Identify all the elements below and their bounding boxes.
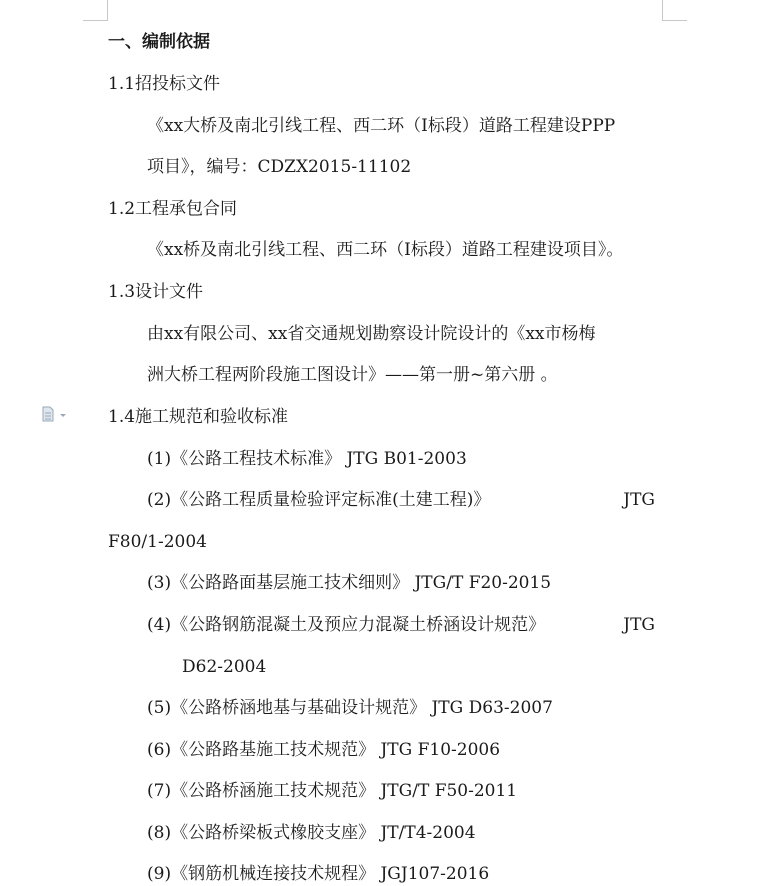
- standard-item: (5)《公路桥涵地基与基础设计规范》 JTG D63-2007: [147, 698, 553, 718]
- standard-item: (6)《公路路基施工技术规范》 JTG F10-2006: [147, 740, 501, 760]
- paragraph-line: 《xx大桥及南北引线工程、西二环（Ⅰ标段）道路工程建设PPP: [147, 116, 616, 136]
- subsection-title-1-4: 1.4施工规范和验收标准: [108, 407, 289, 427]
- subsection-title-1-2: 1.2工程承包合同: [108, 199, 238, 219]
- subsection-title-1-3: 1.3设计文件: [108, 282, 204, 302]
- document-icon[interactable]: [40, 406, 70, 422]
- standard-title: (2)《公路工程质量检验评定标准(土建工程)》: [147, 490, 491, 510]
- section-heading: 一、编制依据: [108, 32, 210, 52]
- paragraph-line: 项目》，编号：CDZX2015-11102: [147, 157, 412, 177]
- subsection-title-1-1: 1.1招投标文件: [108, 74, 221, 94]
- standard-item: (8)《公路桥梁板式橡胶支座》 JT/T4-2004: [147, 823, 476, 843]
- standard-item: (9)《钢筋机械连接技术规程》 JGJ107-2016: [147, 864, 490, 884]
- standard-code: JTG: [623, 615, 655, 635]
- margin-corner-top-right: [662, 0, 687, 21]
- paragraph-line: 由xx有限公司、xx省交通规划勘察设计院设计的《xx市杨梅: [147, 324, 596, 344]
- paragraph-line: 洲大桥工程两阶段施工图设计》——第一册~第六册 。: [147, 365, 558, 385]
- standard-item: [147, 488, 655, 512]
- standard-item-continuation: F80/1-2004: [108, 532, 207, 552]
- margin-corner-top-left: [83, 0, 108, 21]
- standard-item: (1)《公路工程技术标准》 JTG B01-2003: [147, 449, 467, 469]
- standard-item: (3)《公路路面基层施工技术细则》 JTG/T F20-2015: [147, 573, 552, 593]
- paragraph-line: 《xx桥及南北引线工程、西二环（Ⅰ标段）道路工程建设项目》。: [147, 240, 624, 260]
- standard-item: (7)《公路桥涵施工技术规范》 JTG/T F50-2011: [147, 781, 518, 801]
- standard-code: JTG: [623, 490, 655, 510]
- standard-item-continuation: D62-2004: [182, 657, 267, 677]
- standard-title: (4)《公路钢筋混凝土及预应力混凝土桥涵设计规范》: [147, 615, 546, 635]
- standard-item: [147, 613, 655, 637]
